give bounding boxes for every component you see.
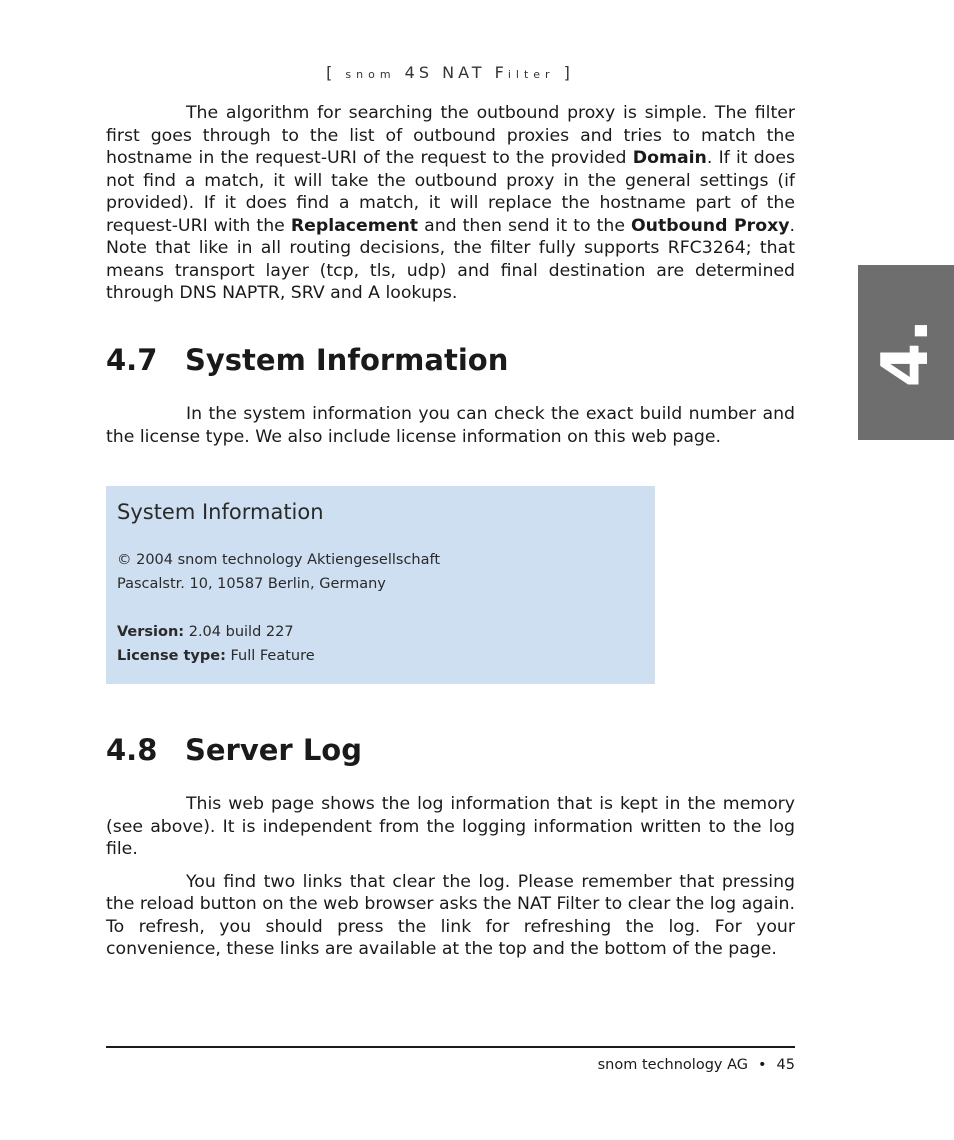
section-number: 4.8 [106, 733, 158, 767]
sysinfo-version [117, 624, 294, 640]
header-bracket-close: ] [563, 63, 574, 82]
license-value: Full Feature [225, 648, 315, 664]
header-filter-rest: ilter [507, 68, 555, 81]
server-log-block [106, 793, 795, 961]
footer-rule [106, 1046, 795, 1048]
version-value: 2.04 build 227 [184, 624, 294, 640]
page-footer [598, 1057, 795, 1073]
license-label: License type: [117, 648, 226, 664]
section-number: 4.7 [106, 343, 158, 377]
system-information-intro: In the system information you can check the exact build number and the license type. We also include license information on this web page. [106, 404, 795, 447]
outbound-proxy-paragraph-block [106, 102, 795, 305]
outbound-proxy-paragraph [106, 102, 795, 305]
sysinfo-title: System Information [117, 500, 324, 524]
paragraph-text: The algorithm for searching the outbound proxy is simple. The filter first goes through to the list of outbound proxies and tries to match the hostname in the request-URI of the request to the provided [106, 103, 795, 168]
running-header [0, 63, 900, 82]
server-log-paragraph-2: You find two links that clear the log. Please remember that pressing the reload button on the web browser asks the NAT Filter to clear the log again. To refresh, you should press the link for refreshing the log. For your convenience, these links are available at the top and the bottom of the page. [106, 871, 795, 959]
sysinfo-license [117, 648, 315, 664]
paragraph-text: and then send it to the [418, 215, 631, 236]
chapter-number: 4. [869, 318, 943, 387]
sysinfo-address: Pascalstr. 10, 10587 Berlin, Germany [117, 576, 386, 592]
section-heading-server-log [106, 733, 362, 767]
paragraph-text: . Note that like in all routing decisions, the filter fully supports RFC3264; that means transport layer (tcp, tls, udp) and final destination are determined through DNS NAPTR, SRV and A lookups. [106, 215, 795, 303]
footer-company: snom technology AG [597, 1057, 748, 1073]
header-bracket-open: [ [326, 63, 337, 82]
version-label: Version: [117, 624, 185, 640]
page-number: 45 [776, 1057, 795, 1073]
header-product: 4S NAT [404, 63, 486, 82]
header-snom: snom [345, 68, 396, 81]
term-domain: Domain [632, 148, 707, 168]
section-heading-system-information [106, 343, 508, 377]
server-log-paragraph-1: This web page shows the log information that is kept in the memory (see above). It is independent from the logging information written to the log file. [106, 794, 795, 859]
paragraph-text: . If it does not find a match, it will take the outbound proxy in the general settings (if provided). If it does find a match, it will replace the hostname part of the request-URI with the [106, 148, 795, 236]
system-information-screenshot [106, 486, 655, 684]
system-information-intro-block [106, 403, 795, 448]
section-title: System Information [185, 343, 509, 377]
footer-bullet: • [757, 1057, 767, 1073]
sysinfo-copyright: © 2004 snom technology Aktiengesellschaft [117, 552, 441, 568]
term-replacement: Replacement [290, 215, 419, 236]
chapter-tab [858, 265, 954, 440]
term-outbound-proxy: Outbound Proxy [630, 215, 790, 236]
header-filter-initial: F [494, 63, 508, 82]
section-title: Server Log [185, 733, 362, 767]
